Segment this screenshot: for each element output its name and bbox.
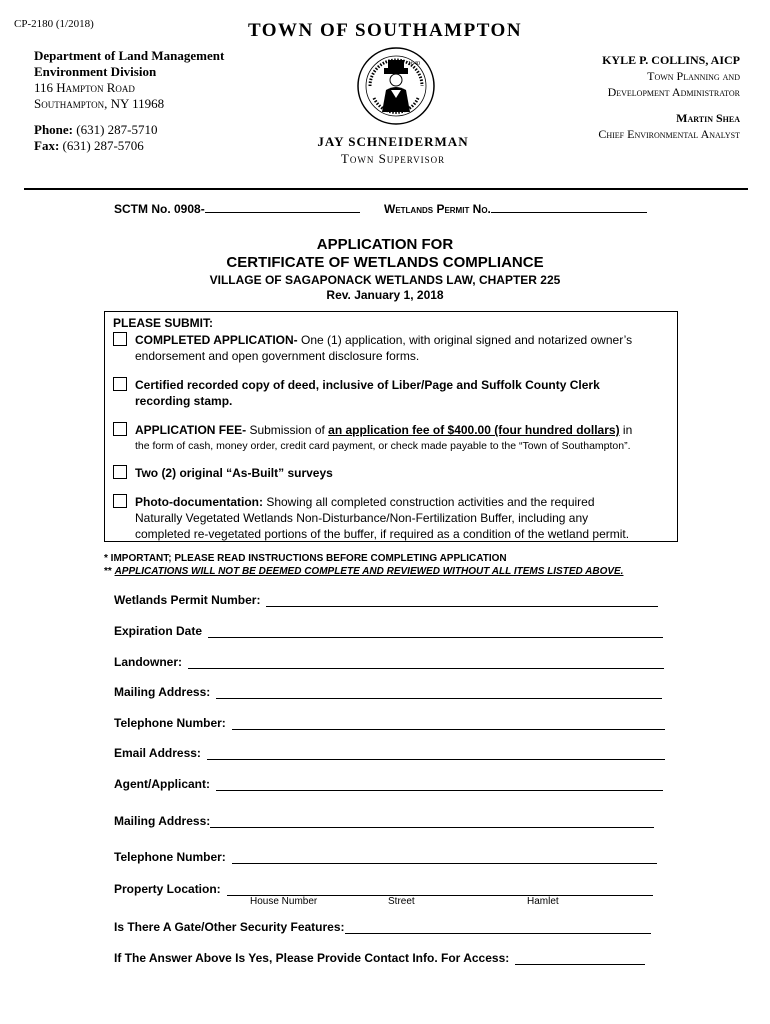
title-line3: VILLAGE OF SAGAPONACK WETLANDS LAW, CHAPTER 225: [209, 273, 561, 287]
division-name: Environment Division: [34, 64, 157, 79]
official2-title: Chief Environmental Analyst: [598, 127, 740, 141]
field-agent-telephone-number: [114, 850, 657, 864]
field-label: Wetlands Permit Number:: [114, 593, 261, 607]
phone-label: Phone:: [34, 122, 73, 137]
wetlands-permit-label: Wetlands Permit No.: [384, 202, 491, 216]
department-name: Department of Land Management: [34, 48, 225, 63]
seal-year: 1640: [408, 61, 420, 67]
field-line-expiration-date[interactable]: [208, 625, 663, 638]
field-label: Mailing Address:: [114, 685, 211, 699]
official1-name: KYLE P. COLLINS, AICP: [602, 53, 740, 67]
wetlands-permit-input-line[interactable]: [491, 200, 647, 213]
checklist-item-photos: Photo-documentation: Showing all completed construction activities and the required Naturally Vegetated Wetlands Non-Disturbance/Non-Fertilization Buffer, including any completed re-vegetated portions of the buffer, if required as a condition of the wetland permit.: [113, 494, 629, 542]
fax-value: (631) 287-5706: [62, 138, 144, 153]
phone-value: (631) 287-5710: [76, 122, 158, 137]
header-divider: [24, 188, 748, 190]
field-mailing-address: [114, 685, 662, 699]
field-line-gate-security[interactable]: [345, 921, 651, 934]
checkbox-fee[interactable]: [113, 422, 127, 436]
town-title: TOWN OF SOUTHAMPTON: [247, 20, 523, 41]
supervisor-title: Town Supervisor: [340, 151, 446, 166]
checkbox-application[interactable]: [113, 332, 127, 346]
title-line4: Rev. January 1, 2018: [326, 288, 444, 302]
field-expiration-date: [114, 624, 663, 638]
checkbox-deed[interactable]: [113, 377, 127, 391]
important-note: * IMPORTANT; PLEASE READ INSTRUCTIONS BEFORE COMPLETING APPLICATION: [104, 553, 507, 564]
field-line-wetlands-permit-number[interactable]: [266, 594, 658, 607]
field-line-agent-mailing-address[interactable]: [210, 815, 654, 828]
city-state-zip: Southampton, NY 11968: [34, 96, 165, 111]
field-line-telephone-number[interactable]: [232, 717, 665, 730]
field-line-landowner[interactable]: [188, 656, 664, 669]
sublabel-street: Street: [388, 896, 415, 907]
field-label: Telephone Number:: [114, 850, 226, 864]
checkbox-photos[interactable]: [113, 494, 127, 508]
sctm-input-line[interactable]: [205, 200, 360, 213]
important-notes: [104, 552, 623, 578]
sublabel-hamlet: Hamlet: [527, 896, 559, 907]
field-email-address: [114, 746, 665, 760]
field-line-email-address[interactable]: [207, 747, 665, 760]
field-label: Mailing Address:: [114, 814, 211, 828]
department-address-block: [34, 48, 224, 112]
field-label: Property Location:: [114, 882, 221, 896]
checklist-item-surveys: Two (2) original “As-Built” surveys: [113, 465, 333, 481]
town-seal-icon: [356, 46, 436, 126]
official1-title-line2: Development Administrator: [607, 85, 740, 99]
submit-checklist-box: [104, 311, 678, 542]
field-line-property-location[interactable]: [227, 883, 653, 896]
sctm-row: [114, 200, 360, 216]
form-code: CP-2180 (1/2018): [14, 18, 94, 30]
field-landowner: [114, 655, 664, 669]
field-line-mailing-address[interactable]: [216, 686, 662, 699]
field-telephone-number: [114, 716, 665, 730]
field-line-agent-applicant[interactable]: [216, 778, 663, 791]
field-label: Expiration Date: [114, 624, 203, 638]
field-access-contact-info: [114, 951, 645, 965]
checklist-item-fee: APPLICATION FEE- Submission of an application fee of $400.00 (four hundred dollars) in the form of cash, money order, credit card payment, or check made payable to the “Town of Southampton”.: [113, 422, 632, 454]
checklist-item-application: COMPLETED APPLICATION- One (1) application, with original signed and notarized owner’s endorsement and open government disclosure forms.: [113, 332, 632, 364]
field-wetlands-permit-number: [114, 593, 658, 607]
field-label: Telephone Number:: [114, 716, 226, 730]
field-line-access-contact-info[interactable]: [515, 952, 645, 965]
field-label: Agent/Applicant:: [114, 777, 210, 791]
supervisor-name: JAY SCHNEIDERMAN: [317, 134, 469, 149]
field-label: Email Address:: [114, 746, 201, 760]
field-agent-applicant: [114, 777, 663, 791]
title-line2: CERTIFICATE OF WETLANDS COMPLIANCE: [226, 254, 544, 271]
officials-block: [598, 52, 740, 142]
title-line1: APPLICATION FOR: [316, 236, 454, 253]
field-label: If The Answer Above Is Yes, Please Provide Contact Info. For Access:: [114, 951, 510, 965]
warning-note: ** APPLICATIONS WILL NOT BE DEEMED COMPLETE AND REVIEWED WITHOUT ALL ITEMS LISTED ABOVE.: [104, 566, 624, 577]
checklist-item-deed: Certified recorded copy of deed, inclusive of Liber/Page and Suffolk County Clerk recording stamp.: [113, 377, 600, 409]
field-property-location: [114, 882, 653, 896]
field-gate-security: [114, 920, 651, 934]
application-subtitle: [0, 273, 770, 303]
official1-title-line1: Town Planning and: [647, 69, 740, 83]
street-address: 116 Hampton Road: [34, 80, 135, 95]
sctm-label: SCTM No. 0908-: [114, 202, 205, 216]
please-submit-heading: PLEASE SUBMIT:: [113, 316, 214, 330]
wetlands-permit-row: [384, 200, 647, 216]
sublabel-house-number: House Number: [250, 896, 318, 907]
field-line-agent-telephone-number[interactable]: [232, 851, 657, 864]
field-label: Is There A Gate/Other Security Features:: [114, 920, 345, 934]
field-label: Landowner:: [114, 655, 182, 669]
checkbox-surveys[interactable]: [113, 465, 127, 479]
official2-name: Martin Shea: [676, 111, 740, 125]
fax-label: Fax:: [34, 138, 60, 153]
application-title: [0, 236, 770, 272]
field-agent-mailing-address: [114, 814, 654, 828]
